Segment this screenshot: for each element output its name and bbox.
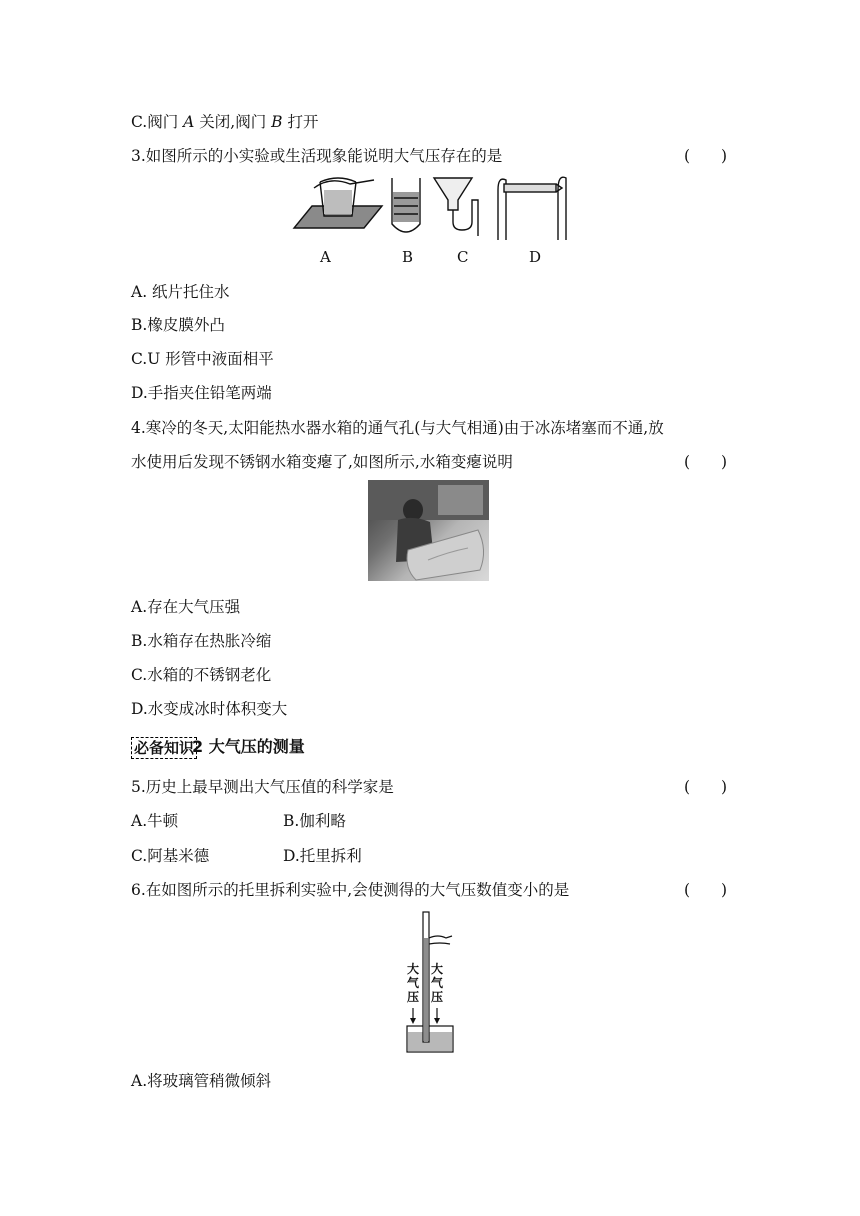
- q5-option-d: D.托里拆利: [283, 847, 362, 865]
- q3-figure-label-c: C: [457, 248, 469, 266]
- q6-stem: 6.在如图所示的托里拆利实验中,会使测得的大气压数值变小的是: [131, 881, 570, 899]
- q3-option-b: B.橡皮膜外凸: [131, 316, 225, 334]
- q4-option-a: A.存在大气压强: [131, 598, 241, 616]
- q4-option-d: D.水变成冰时体积变大: [131, 700, 288, 718]
- figure-d-pencil-fingers: [498, 177, 566, 240]
- q5-answer-paren: ( ): [684, 778, 728, 796]
- q5-option-a: A.牛顿: [131, 812, 179, 830]
- figure-a-cup-paper: [294, 178, 382, 228]
- q3-figure-label-d: D: [529, 248, 542, 266]
- q4-option-c: C.水箱的不锈钢老化: [131, 666, 272, 684]
- q3-option-c: C.U 形管中液面相平: [131, 350, 274, 368]
- q4-photo-deformed-tank: [368, 480, 489, 581]
- q4-stem-line2: 水使用后发现不锈钢水箱变瘪了,如图所示,水箱变瘪说明: [131, 453, 513, 471]
- q3-figure: [290, 170, 575, 242]
- q4-option-b: B.水箱存在热胀冷缩: [131, 632, 272, 650]
- q5-option-b: B.伽利略: [283, 812, 346, 830]
- q4-stem-line1: 4.寒冷的冬天,太阳能热水器水箱的通气孔(与大气相通)由于冰冻堵塞而不通,放: [131, 419, 664, 437]
- q3-option-d: D.手指夹住铅笔两端: [131, 384, 272, 402]
- section-title: 2 大气压的测量: [192, 737, 305, 756]
- q3-figure-label-b: B: [402, 248, 414, 266]
- q6-answer-paren: ( ): [684, 881, 728, 899]
- q2-option-c: C.阀门 A 关闭,阀门 B 打开: [131, 113, 319, 131]
- q4-answer-paren: ( ): [684, 453, 728, 471]
- q5-option-c: C.阿基米德: [131, 847, 210, 865]
- section-badge: 必备知识: [131, 737, 197, 759]
- q5-stem: 5.历史上最早测出大气压值的科学家是: [131, 778, 394, 796]
- q3-stem: 3.如图所示的小实验或生活现象能说明大气压存在的是: [131, 147, 503, 165]
- q3-answer-paren: ( ): [684, 147, 728, 165]
- figure-b-tube: [392, 178, 420, 232]
- q6-option-a: A.将玻璃管稍微倾斜: [131, 1072, 272, 1090]
- q6-label-right: 大 气 压: [430, 962, 443, 1004]
- figure-c-u-tube: [434, 178, 478, 236]
- q3-option-a: A. 纸片托住水: [131, 283, 230, 301]
- q6-label-left: 大 气 压: [406, 962, 419, 1004]
- q3-figure-label-a: A: [320, 248, 331, 266]
